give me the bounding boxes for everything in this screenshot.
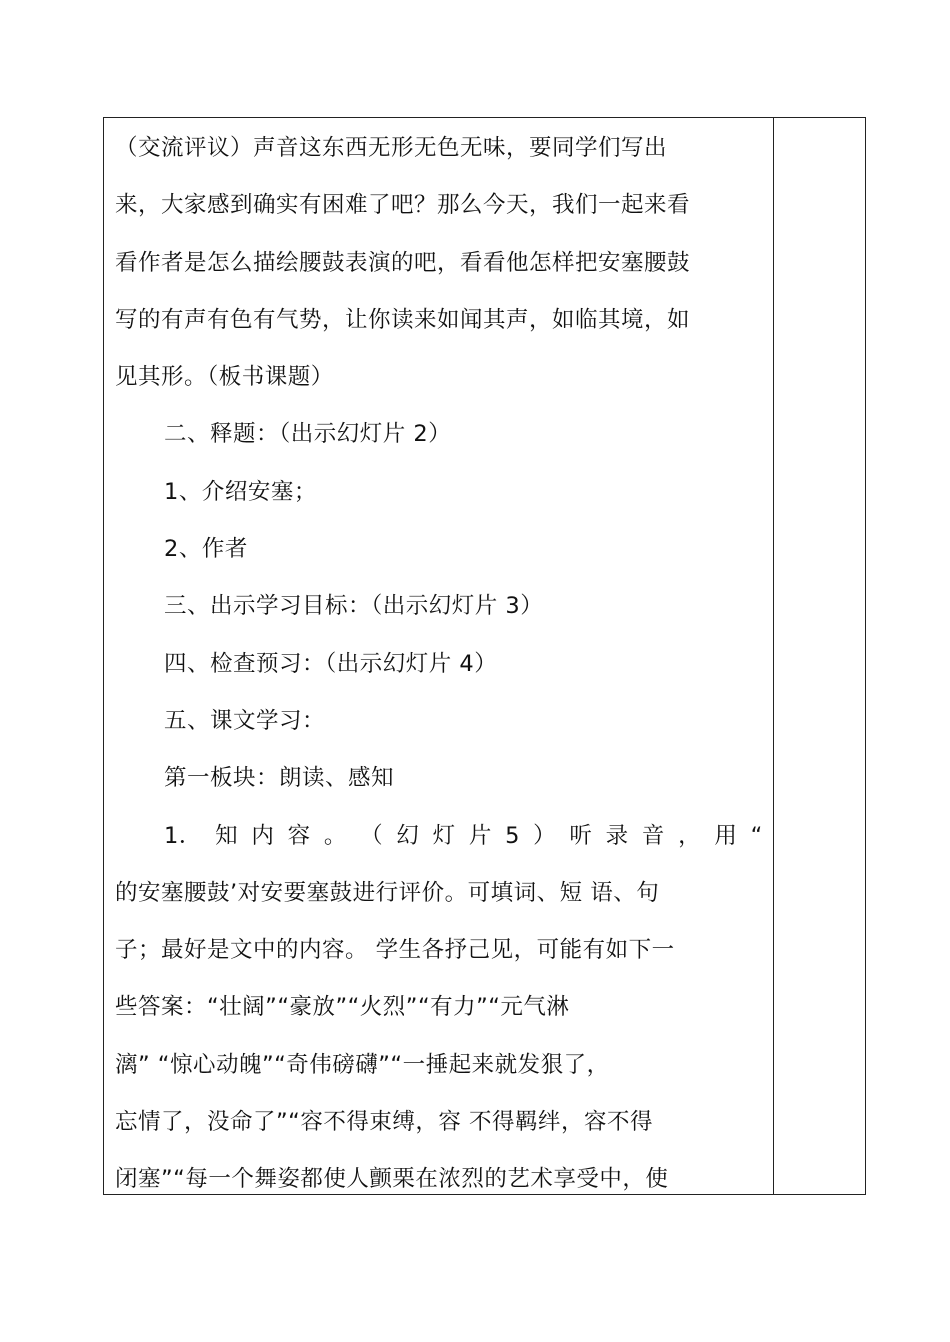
text-token: ） bbox=[533, 822, 557, 849]
text-token: 1． bbox=[164, 822, 202, 849]
lesson-content bbox=[115, 120, 763, 1209]
text-token: 。 bbox=[323, 822, 347, 849]
text-token: 录 bbox=[605, 822, 629, 849]
text-line: 闭塞”“每一个舞姿都使人颤栗在浓烈的艺术享受中，使 bbox=[115, 1166, 669, 1193]
text-line: 些答案：“壮阔”“豪放”“火烈”“有力”“元气淋 bbox=[115, 994, 570, 1021]
text-token: ， bbox=[678, 822, 702, 849]
text-token: “ bbox=[750, 822, 763, 849]
text-token: 幻 bbox=[396, 822, 420, 849]
text-token: 5 bbox=[505, 822, 520, 849]
text-token: 内 bbox=[251, 822, 275, 849]
justified-line bbox=[115, 808, 763, 865]
text-token: 听 bbox=[569, 822, 593, 849]
text-line: 写的有声有色有气势，让你读来如闻其声，如临其境，如 bbox=[115, 306, 691, 333]
list-item: 2、作者 bbox=[164, 536, 248, 563]
text-line: 子；最好是文中的内容。 学生各抒己见，可能有如下一 bbox=[115, 937, 675, 964]
section-heading: 三、出示学习目标：（出示幻灯片 3） bbox=[164, 593, 544, 620]
text-line: 来，大家感到确实有困难了吧？那么今天，我们一起来看 bbox=[115, 192, 691, 219]
text-token: 知 bbox=[215, 822, 239, 849]
text-token: 用 bbox=[714, 822, 738, 849]
text-line: （交流评议）声音这东西无形无色无味，要同学们写出 bbox=[115, 135, 668, 161]
section-heading: 五、课文学习： bbox=[164, 707, 326, 734]
text-line: 漓” “惊心动魄”“奇伟磅礴”“一捶起来就发狠了， bbox=[115, 1051, 610, 1078]
section-heading: 二、释题：（出示幻灯片 2） bbox=[164, 421, 452, 448]
text-token: 灯 bbox=[432, 822, 456, 849]
list-item: 1、介绍安塞； bbox=[164, 478, 317, 505]
text-line: 忘情了，没命了”“容不得束缚，容 不得羁绊，容不得 bbox=[115, 1109, 653, 1136]
text-token: 片 bbox=[468, 822, 492, 849]
text-token: 音 bbox=[641, 822, 665, 849]
text-token: 容 bbox=[287, 822, 311, 849]
text-line: 见其形。（板书课题） bbox=[115, 364, 334, 391]
column-divider bbox=[773, 118, 774, 1194]
text-line: 的安塞腰鼓’对安要塞鼓进行评价。可填词、短 语、句 bbox=[115, 879, 660, 906]
block-heading: 第一板块：朗读、感知 bbox=[164, 765, 395, 792]
text-line: 看作者是怎么描绘腰鼓表演的吧，看看他怎样把安塞腰鼓 bbox=[115, 249, 691, 276]
section-heading: 四、检查预习：（出示幻灯片 4） bbox=[164, 650, 498, 677]
text-token: （ bbox=[360, 822, 384, 849]
lesson-table bbox=[103, 117, 866, 1195]
